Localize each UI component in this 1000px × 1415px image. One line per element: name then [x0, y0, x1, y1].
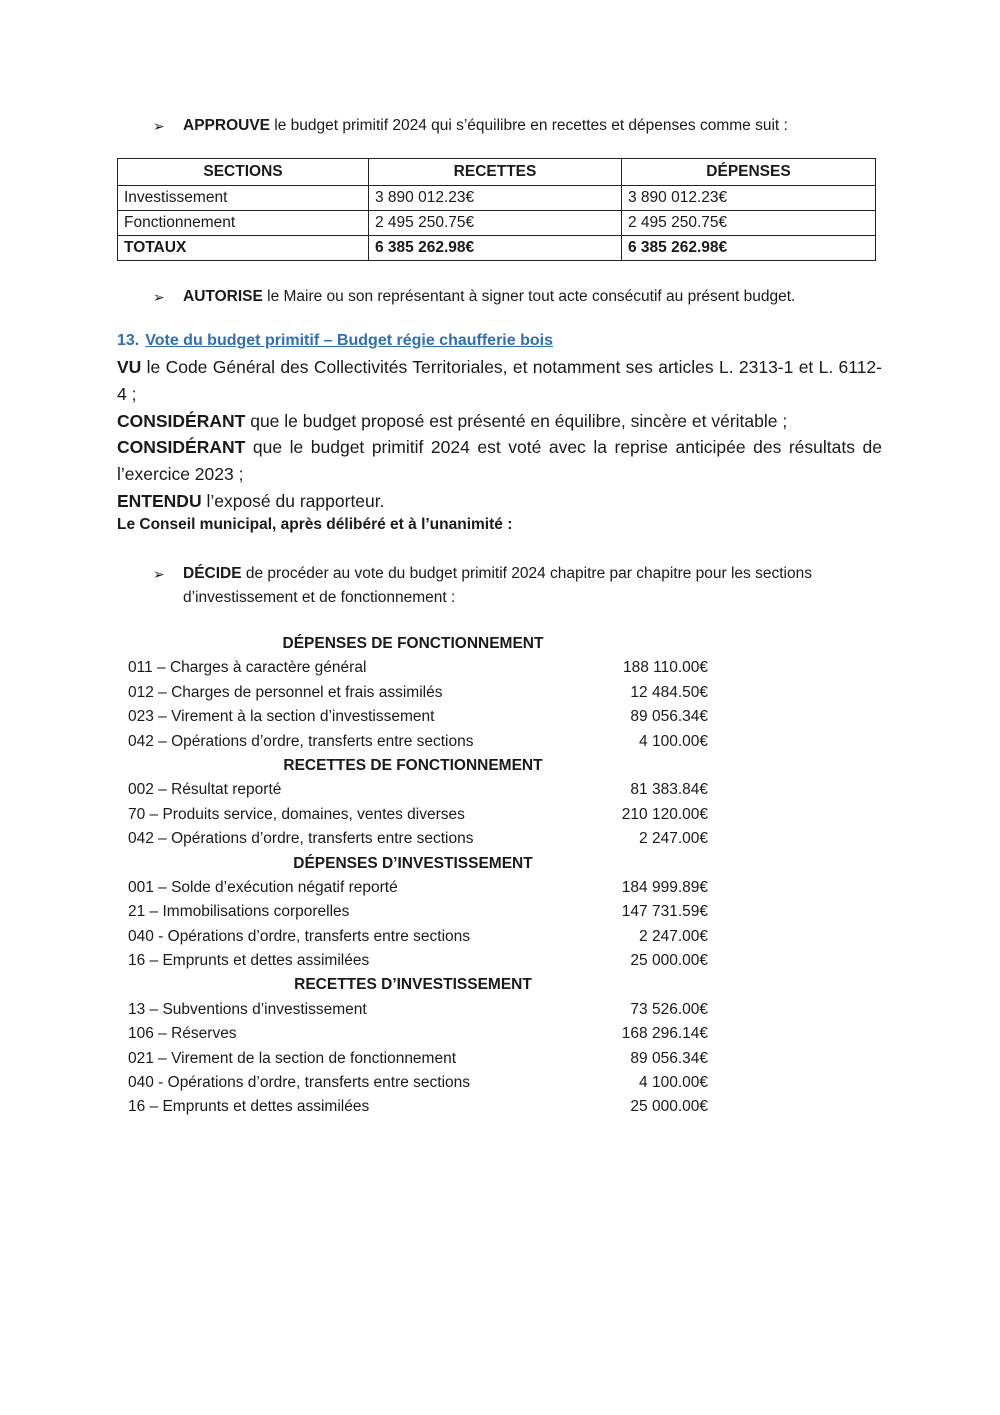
arrow-bullet-icon: ➢ [153, 118, 165, 134]
list-item [128, 900, 708, 924]
chapter-amount: 12 484.50€ [630, 683, 708, 701]
conseil-statement: Le Conseil municipal, après délibéré et à l’unanimité : [117, 516, 513, 533]
chapter-label: 042 – Opérations d’ordre, transferts entre sections [128, 830, 474, 848]
table-total-row [118, 236, 876, 261]
approve-paragraph [153, 114, 788, 138]
decide-keyword: DÉCIDE [183, 565, 242, 582]
chapter-section-title: DÉPENSES DE FONCTIONNEMENT [282, 635, 544, 652]
cell-section: Investissement [118, 186, 369, 211]
chapter-amount: 2 247.00€ [639, 927, 708, 945]
chapter-amount: 4 100.00€ [639, 732, 708, 750]
chapter-label: 012 – Charges de personnel et frais assimilés [128, 683, 443, 701]
cell-depenses: 2 495 250.75€ [622, 211, 876, 236]
authorize-keyword: AUTORISE [183, 288, 263, 305]
authorize-text: le Maire ou son représentant à signer tout acte consécutif au présent budget. [262, 288, 796, 305]
chapter-amount: 147 731.59€ [621, 903, 708, 921]
section-title: Vote du budget primitif – Budget régie chaufferie bois [145, 332, 553, 349]
chapter-label: 002 – Résultat reporté [128, 781, 282, 799]
chapter-label: 106 – Réserves [128, 1025, 237, 1043]
chapter-label: 21 – Immobilisations corporelles [128, 903, 350, 921]
cell-recettes: 2 495 250.75€ [369, 211, 622, 236]
chapter-section-title: RECETTES DE FONCTIONNEMENT [283, 756, 543, 774]
approve-text: le budget primitif 2024 qui s’équilibre en recettes et dépenses comme suit : [270, 117, 788, 134]
chapter-amount: 73 526.00€ [630, 1000, 708, 1018]
chapter-amount: 168 296.14€ [621, 1025, 708, 1043]
approve-keyword: APPROUVE [183, 117, 270, 134]
list-item [128, 949, 708, 973]
table-row [118, 186, 876, 211]
list-item [128, 925, 708, 949]
chapter-label: 042 – Opérations d’ordre, transferts entre sections [128, 732, 474, 750]
chapter-label: 16 – Emprunts et dettes assimilées [128, 952, 370, 970]
arrow-bullet-icon: ➢ [153, 289, 165, 305]
section-number: 13. [117, 332, 140, 349]
list-item [128, 1095, 708, 1119]
list-item [128, 730, 708, 754]
considerant-keyword: CONSIDÉRANT [117, 411, 246, 431]
chapter-amount: 4 100.00€ [639, 1074, 708, 1092]
list-item [128, 681, 708, 705]
chapter-label: 040 - Opérations d’ordre, transferts entre sections [128, 1074, 471, 1092]
chapter-amount: 184 999.89€ [621, 878, 708, 896]
cell-section: Fonctionnement [118, 211, 369, 236]
chapter-amount: 2 247.00€ [639, 830, 708, 848]
chapters-list [128, 632, 708, 1120]
cell-total-depenses: 6 385 262.98€ [622, 236, 876, 261]
header-sections: SECTIONS [118, 159, 369, 186]
section-13-heading [117, 332, 553, 350]
table-row [118, 211, 876, 236]
list-item [128, 1071, 708, 1095]
chapter-amount: 81 383.84€ [630, 781, 708, 799]
vu-keyword: VU [117, 357, 142, 377]
chapter-amount: 25 000.00€ [630, 1098, 708, 1116]
decide-text: de procéder au vote du budget primitif 2024 chapitre par chapitre pour les sections d’investissement et de fonctionnement : [183, 565, 812, 606]
cell-depenses: 3 890 012.23€ [622, 186, 876, 211]
chapter-label: 040 - Opérations d’ordre, transferts entre sections [128, 927, 471, 945]
authorize-paragraph [153, 285, 795, 309]
header-recettes: RECETTES [369, 159, 622, 186]
chapter-label: 13 – Subventions d’investissement [128, 1000, 367, 1018]
list-item [128, 1047, 708, 1071]
list-item [128, 876, 708, 900]
list-item [128, 1022, 708, 1046]
cell-total-recettes: 6 385 262.98€ [369, 236, 622, 261]
list-item [128, 998, 708, 1022]
chapter-label: 001 – Solde d’exécution négatif reporté [128, 878, 398, 896]
table-header-row [118, 159, 876, 186]
list-item [128, 778, 708, 802]
vu-text: le Code Général des Collectivités Territoriales, et notamment ses articles L. 2313-1 et L. 6112-4 ; [117, 357, 882, 404]
list-item [128, 656, 708, 680]
chapter-label: 16 – Emprunts et dettes assimilées [128, 1098, 370, 1116]
chapter-amount: 89 056.34€ [630, 708, 708, 726]
entendu-paragraph [117, 488, 882, 515]
chapter-amount: 210 120.00€ [621, 805, 708, 823]
budget-balance-table [117, 158, 876, 261]
entendu-text: l’exposé du rapporteur. [201, 491, 385, 511]
chapter-label: 70 – Produits service, domaines, ventes diverses [128, 805, 465, 823]
arrow-bullet-icon: ➢ [153, 566, 165, 582]
considerant-1-paragraph [117, 408, 882, 435]
chapter-amount: 188 110.00€ [622, 659, 708, 677]
considerant-2-text: que le budget primitif 2024 est voté avec la reprise anticipée des résultats de l’exercice 2023 ; [117, 437, 882, 484]
chapter-section-title: DÉPENSES D’INVESTISSEMENT [293, 854, 533, 872]
header-depenses: DÉPENSES [622, 159, 876, 186]
chapter-label: 011 – Charges à caractère général [128, 659, 367, 677]
decide-paragraph [153, 562, 883, 610]
vu-paragraph [117, 354, 882, 408]
chapter-amount: 89 056.34€ [630, 1049, 708, 1067]
chapter-label: 023 – Virement à la section d’investissement [128, 708, 435, 726]
chapter-label: 021 – Virement de la section de fonctionnement [128, 1049, 457, 1067]
list-item [128, 705, 708, 729]
list-item [128, 803, 708, 827]
list-item [128, 827, 708, 851]
cell-recettes: 3 890 012.23€ [369, 186, 622, 211]
cell-total-label: TOTAUX [118, 236, 369, 261]
considerant-1-text: que le budget proposé est présenté en équilibre, sincère et véritable ; [245, 411, 788, 431]
considerant-2-paragraph [117, 434, 882, 488]
chapter-amount: 25 000.00€ [630, 952, 708, 970]
entendu-keyword: ENTENDU [117, 491, 202, 511]
chapter-section-title: RECETTES D’INVESTISSEMENT [294, 976, 532, 994]
considerant-keyword: CONSIDÉRANT [117, 437, 246, 457]
